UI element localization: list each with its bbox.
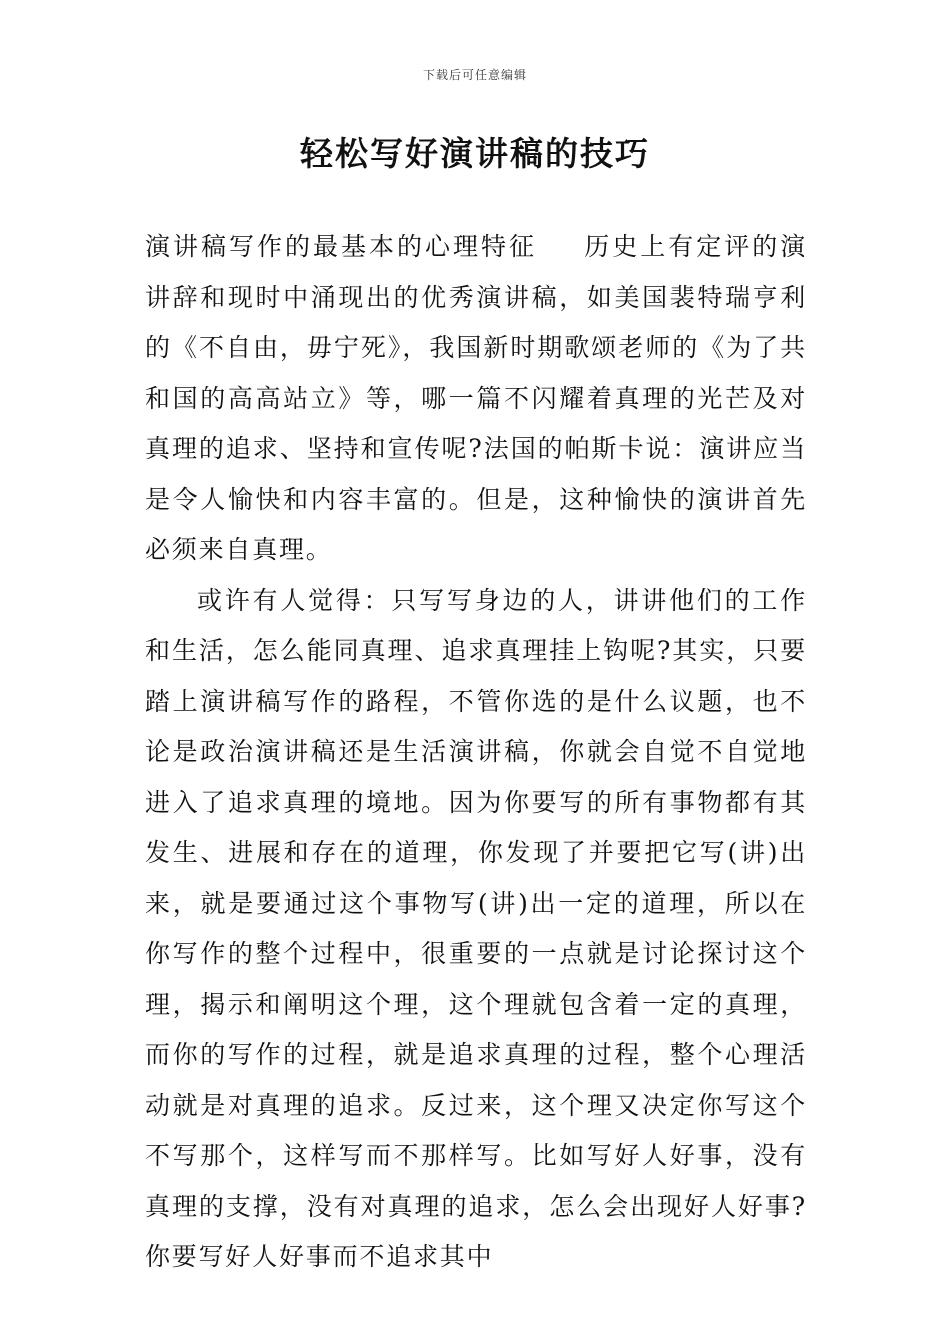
paragraph-1: [145, 222, 807, 576]
paragraph-1-text: 历史上有定评的演讲辞和现时中涌现出的优秀演讲稿，如美国裴特瑞亨利的《不自由，毋宁死》，我国新时期歌颂老师的《为了共和国的高高站立》等，哪一篇不闪耀着真理的光芒及对真理的追求、坚持和宣传呢?法国的帕斯卡说：演讲应当是令人愉快和内容丰富的。但是，这种愉快的演讲首先必须来自真理。: [145, 232, 807, 564]
paragraph-2: 或许有人觉得：只写写身边的人，讲讲他们的工作和生活，怎么能同真理、追求真理挂上钩呢?其实，只要踏上演讲稿写作的路程，不管你选的是什么议题，也不论是政治演讲稿还是生活演讲稿，你就会自觉不自觉地进入了追求真理的境地。因为你要写的所有事物都有其发生、进展和存在的道理，你发现了并要把它写(讲)出来，就是要通过这个事物写(讲)出一定的道理，所以在你写作的整个过程中，很重要的一点就是讨论探讨这个理，揭示和阐明这个理，这个理就包含着一定的真理，而你的写作的过程，就是追求真理的过程，整个心理活动就是对真理的追求。反过来，这个理又决定你写这个不写那个，这样写而不那样写。比如写好人好事，没有真理的支撑，没有对真理的追求，怎么会出现好人好事?你要写好人好事而不追求其中: [145, 585, 807, 1271]
header-note: 下载后可任意编辑: [422, 68, 527, 82]
section-heading: 演讲稿写作的最基本的心理特征: [145, 232, 537, 261]
document-body: [145, 222, 807, 1283]
document-title: 轻松写好演讲稿的技巧: [300, 134, 650, 173]
